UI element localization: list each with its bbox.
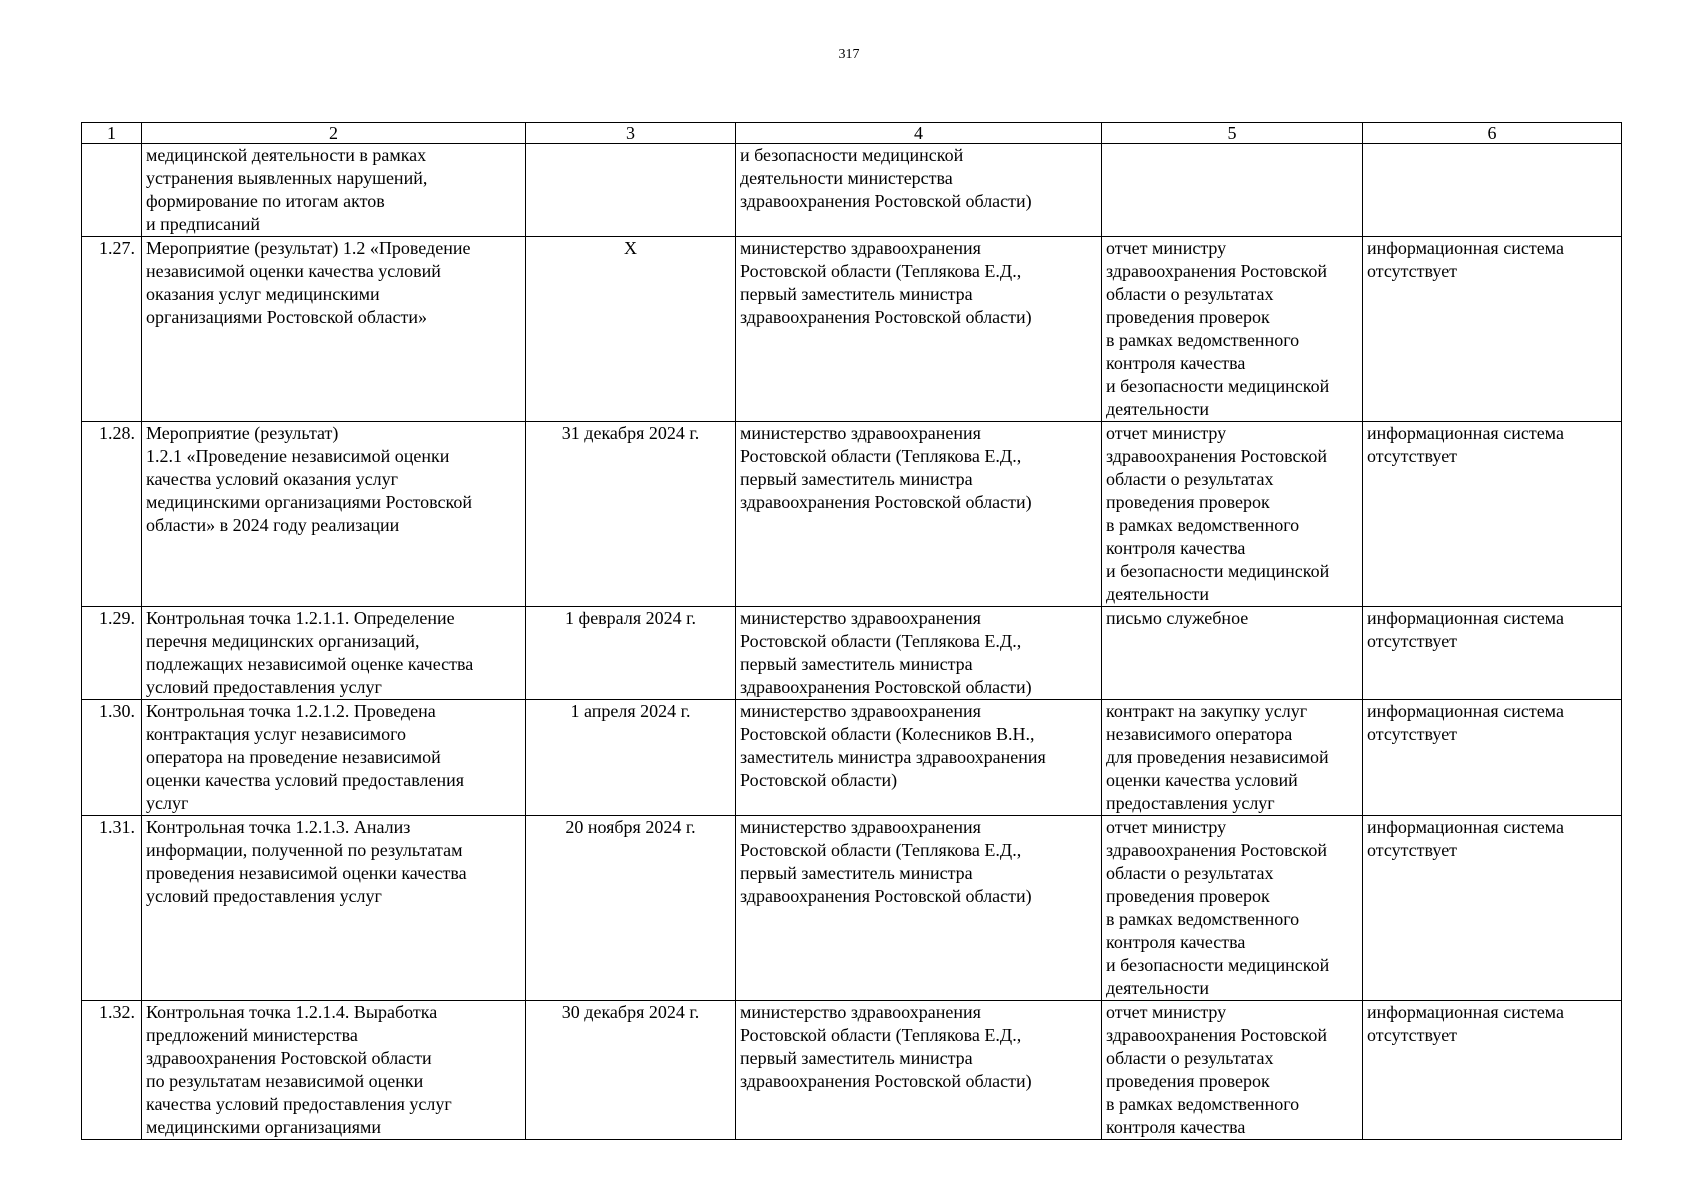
cell-text-line: предоставления услуг (1106, 793, 1275, 813)
cell-text-line: отсутствует (1367, 261, 1458, 281)
cell-text-line: отчет министру (1106, 817, 1227, 837)
activity-cell (142, 700, 526, 816)
cell-text-line: проведения проверок (1106, 886, 1270, 906)
cell-text-line: контракт на закупку услуг (1106, 701, 1308, 721)
cell-text-line: Ростовской области (Теплякова Е.Д., (740, 1025, 1022, 1045)
column-header: 4 (736, 123, 1102, 144)
cell-text-line: перечня медицинских организаций, (146, 631, 420, 651)
cell-text-line: информации, полученной по результатам (146, 840, 463, 860)
cell-text-line: независимой оценки качества условий (146, 261, 441, 281)
cell-text-line: Контрольная точка 1.2.1.2. Проведена (146, 701, 436, 721)
table-row (82, 422, 1622, 607)
cell-text-line: области о результатах (1106, 1048, 1274, 1068)
cell-text-line: информационная система (1367, 238, 1564, 258)
information-system-cell (1363, 237, 1622, 422)
information-system-cell (1363, 816, 1622, 1001)
information-system-cell (1363, 1001, 1622, 1140)
information-system-cell (1363, 144, 1622, 237)
cell-text-line: здравоохранения Ростовской (1106, 261, 1327, 281)
cell-text-line: здравоохранения Ростовской области) (740, 1071, 1032, 1091)
cell-text-line: первый заместитель министра (740, 654, 973, 674)
cell-text-line: по результатам независимой оценки (146, 1071, 424, 1091)
cell-text-line: министерство здравоохранения (740, 238, 981, 258)
cell-text-line: отчет министру (1106, 1002, 1227, 1022)
table-row (82, 816, 1622, 1001)
cell-text-line: Ростовской области (Теплякова Е.Д., (740, 631, 1022, 651)
cell-text-line: информационная система (1367, 1002, 1564, 1022)
cell-text-line: министерство здравоохранения (740, 817, 981, 837)
cell-text-line: и безопасности медицинской (1106, 376, 1330, 396)
cell-text-line: Контрольная точка 1.2.1.3. Анализ (146, 817, 411, 837)
cell-text-line: деятельности министерства (740, 168, 953, 188)
deadline-cell: Х (526, 237, 736, 422)
cell-text-line: медицинской деятельности в рамках (146, 145, 427, 165)
deadline-cell (526, 144, 736, 237)
information-system-cell (1363, 700, 1622, 816)
cell-text-line: отсутствует (1367, 1025, 1458, 1045)
cell-text-line: 1.2.1 «Проведение независимой оценки (146, 446, 450, 466)
row-number-cell: 1.30. (82, 700, 142, 816)
column-header: 3 (526, 123, 736, 144)
cell-text-line: информационная система (1367, 701, 1564, 721)
responsible-cell (736, 237, 1102, 422)
cell-text-line: формирование по итогам актов (146, 191, 385, 211)
cell-text-line: в рамках ведомственного (1106, 515, 1300, 535)
cell-text-line: контроля качества (1106, 538, 1246, 558)
activity-cell (142, 816, 526, 1001)
cell-text-line: здравоохранения Ростовской области) (740, 492, 1032, 512)
cell-text-line: министерство здравоохранения (740, 608, 981, 628)
cell-text-line: заместитель министра здравоохранения (740, 747, 1046, 767)
cell-text-line: министерство здравоохранения (740, 1002, 981, 1022)
cell-text-line: деятельности (1106, 399, 1210, 419)
cell-text-line: качества условий предоставления услуг (146, 1094, 452, 1114)
cell-text-line: отсутствует (1367, 724, 1458, 744)
table-row (82, 1001, 1622, 1140)
activity-cell (142, 144, 526, 237)
cell-text-line: здравоохранения Ростовской области) (740, 307, 1032, 327)
cell-text-line: информационная система (1367, 817, 1564, 837)
cell-text-line: области о результатах (1106, 863, 1274, 883)
cell-text-line: Ростовской области (Теплякова Е.Д., (740, 261, 1022, 281)
cell-text-line: предложений министерства (146, 1025, 358, 1045)
cell-text-line: в рамках ведомственного (1106, 1094, 1300, 1114)
cell-text-line: услуг (146, 793, 189, 813)
cell-text-line: здравоохранения Ростовской области) (740, 191, 1032, 211)
cell-text-line: первый заместитель министра (740, 1048, 973, 1068)
responsible-cell (736, 1001, 1102, 1140)
information-system-cell (1363, 422, 1622, 607)
cell-text-line: отсутствует (1367, 631, 1458, 651)
cell-text-line: в рамках ведомственного (1106, 909, 1300, 929)
cell-text-line: условий предоставления услуг (146, 677, 382, 697)
cell-text-line: условий предоставления услуг (146, 886, 382, 906)
cell-text-line: оказания услуг медицинскими (146, 284, 380, 304)
cell-text-line: информационная система (1367, 608, 1564, 628)
cell-text-line: области о результатах (1106, 284, 1274, 304)
cell-text-line: проведения проверок (1106, 307, 1270, 327)
result-document-cell (1102, 1001, 1363, 1140)
cell-text-line: отсутствует (1367, 840, 1458, 860)
responsible-cell (736, 700, 1102, 816)
table-row (82, 237, 1622, 422)
cell-text-line: здравоохранения Ростовской (1106, 446, 1327, 466)
cell-text-line: медицинскими организациями Ростовской (146, 492, 473, 512)
cell-text-line: Контрольная точка 1.2.1.1. Определение (146, 608, 455, 628)
deadline-cell: 20 ноября 2024 г. (526, 816, 736, 1001)
cell-text-line: первый заместитель министра (740, 863, 973, 883)
table-body (82, 144, 1622, 1140)
cell-text-line: контрактация услуг независимого (146, 724, 407, 744)
cell-text-line: здравоохранения Ростовской (1106, 840, 1327, 860)
responsible-cell (736, 422, 1102, 607)
result-document-cell (1102, 422, 1363, 607)
cell-text-line: и безопасности медицинской (1106, 955, 1330, 975)
cell-text-line: Ростовской области (Колесников В.Н., (740, 724, 1035, 744)
cell-text-line: оператора на проведение независимой (146, 747, 441, 767)
result-document-cell (1102, 144, 1363, 237)
cell-text-line: первый заместитель министра (740, 284, 973, 304)
cell-text-line: и предписаний (146, 214, 261, 234)
cell-text-line: здравоохранения Ростовской области (146, 1048, 432, 1068)
cell-text-line: оценки качества условий предоставления (146, 770, 465, 790)
cell-text-line: здравоохранения Ростовской области) (740, 677, 1032, 697)
table-row (82, 607, 1622, 700)
table-row (82, 144, 1622, 237)
deadline-cell: 1 апреля 2024 г. (526, 700, 736, 816)
cell-text-line: здравоохранения Ростовской (1106, 1025, 1327, 1045)
row-number-cell (82, 144, 142, 237)
activity-cell (142, 607, 526, 700)
result-document-cell (1102, 816, 1363, 1001)
cell-text-line: оценки качества условий (1106, 770, 1298, 790)
cell-text-line: Мероприятие (результат) (146, 423, 339, 443)
cell-text-line: здравоохранения Ростовской области) (740, 886, 1032, 906)
cell-text-line: письмо служебное (1106, 608, 1249, 628)
table-row (82, 700, 1622, 816)
cell-text-line: министерство здравоохранения (740, 423, 981, 443)
cell-text-line: отчет министру (1106, 423, 1227, 443)
activity-cell (142, 1001, 526, 1140)
responsible-cell (736, 607, 1102, 700)
page-number: 317 (838, 47, 860, 62)
cell-text-line: в рамках ведомственного (1106, 330, 1300, 350)
responsible-cell (736, 816, 1102, 1001)
cell-text-line: информационная система (1367, 423, 1564, 443)
cell-text-line: Ростовской области (Теплякова Е.Д., (740, 840, 1022, 860)
row-number-cell: 1.32. (82, 1001, 142, 1140)
result-document-cell (1102, 237, 1363, 422)
result-document-cell (1102, 700, 1363, 816)
cell-text-line: отсутствует (1367, 446, 1458, 466)
cell-text-line: независимого оператора (1106, 724, 1293, 744)
column-header: 2 (142, 123, 526, 144)
deadline-cell: 30 декабря 2024 г. (526, 1001, 736, 1140)
cell-text-line: контроля качества (1106, 353, 1246, 373)
cell-text-line: медицинскими организациями (146, 1117, 382, 1137)
cell-text-line: министерство здравоохранения (740, 701, 981, 721)
cell-text-line: области о результатах (1106, 469, 1274, 489)
cell-text-line: подлежащих независимой оценке качества (146, 654, 474, 674)
result-document-cell (1102, 607, 1363, 700)
cell-text-line: Мероприятие (результат) 1.2 «Проведение (146, 238, 471, 258)
cell-text-line: устранения выявленных нарушений, (146, 168, 428, 188)
column-header: 6 (1363, 123, 1622, 144)
cell-text-line: деятельности (1106, 978, 1210, 998)
row-number-cell: 1.29. (82, 607, 142, 700)
cell-text-line: организациями Ростовской области» (146, 307, 427, 327)
cell-text-line: отчет министру (1106, 238, 1227, 258)
activity-cell (142, 237, 526, 422)
cell-text-line: Ростовской области) (740, 770, 898, 790)
column-number-row (82, 123, 1622, 144)
cell-text-line: для проведения независимой (1106, 747, 1329, 767)
cell-text-line: контроля качества (1106, 932, 1246, 952)
cell-text-line: проведения проверок (1106, 492, 1270, 512)
row-number-cell: 1.28. (82, 422, 142, 607)
cell-text-line: и безопасности медицинской (1106, 561, 1330, 581)
information-system-cell (1363, 607, 1622, 700)
column-header: 1 (82, 123, 142, 144)
plan-table (81, 122, 1622, 1140)
cell-text-line: первый заместитель министра (740, 469, 973, 489)
activity-cell (142, 422, 526, 607)
deadline-cell: 1 февраля 2024 г. (526, 607, 736, 700)
cell-text-line: Ростовской области (Теплякова Е.Д., (740, 446, 1022, 466)
cell-text-line: проведения проверок (1106, 1071, 1270, 1091)
row-number-cell: 1.27. (82, 237, 142, 422)
row-number-cell: 1.31. (82, 816, 142, 1001)
cell-text-line: Контрольная точка 1.2.1.4. Выработка (146, 1002, 438, 1022)
cell-text-line: проведения независимой оценки качества (146, 863, 467, 883)
responsible-cell (736, 144, 1102, 237)
cell-text-line: контроля качества (1106, 1117, 1246, 1137)
column-header: 5 (1102, 123, 1363, 144)
cell-text-line: качества условий оказания услуг (146, 469, 399, 489)
cell-text-line: деятельности (1106, 584, 1210, 604)
cell-text-line: и безопасности медицинской (740, 145, 964, 165)
deadline-cell: 31 декабря 2024 г. (526, 422, 736, 607)
cell-text-line: области» в 2024 году реализации (146, 515, 400, 535)
